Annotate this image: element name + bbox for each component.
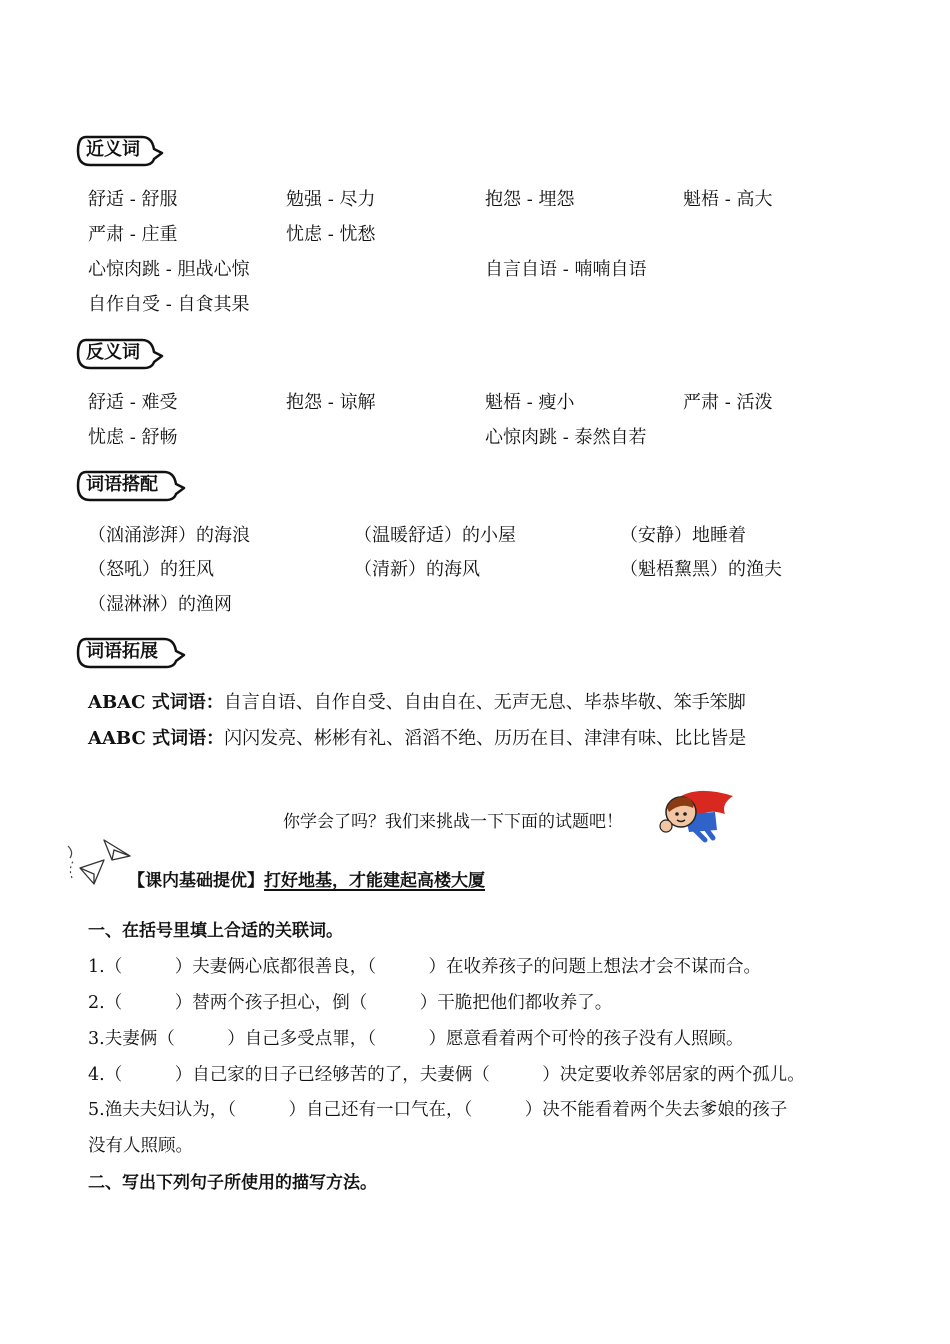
question-1-title: 一、在括号里填上合适的关联词。: [88, 921, 343, 941]
question-item: 1.（ ）夫妻俩心底都很善良，（ ）在收养孩子的问题上想法才会不谋而合。: [88, 957, 761, 977]
aabc-row: [88, 727, 746, 751]
question-item: 没有人照顾。: [88, 1136, 193, 1156]
section-badge-antonyms: [74, 334, 164, 374]
question-item: 5.渔夫夫妇认为，（ ）自己还有一口气在，（ ）决不能看着两个失去爹娘的孩子: [88, 1100, 788, 1120]
antonym-item: 魁梧 - 瘦小: [485, 392, 575, 413]
paper-plane-icon: [64, 838, 134, 894]
antonym-item: 抱怨 - 谅解: [286, 392, 376, 413]
synonym-item: 勉强 - 尽力: [286, 189, 376, 210]
synonym-item: 抱怨 - 埋怨: [485, 189, 575, 210]
superhero-icon: [655, 782, 735, 844]
section-badge-expansion: [74, 633, 186, 673]
section-title: 近义词: [86, 139, 140, 160]
question-2-title: 二、写出下列句子所使用的描写方法。: [88, 1173, 377, 1193]
abac-row: [88, 691, 746, 715]
synonym-item: 忧虑 - 忧愁: [286, 224, 376, 245]
section-title: 词语搭配: [86, 474, 158, 495]
antonym-item: 严肃 - 活泼: [683, 392, 773, 413]
section-title: 反义词: [86, 342, 140, 363]
collocation-item: （湿淋淋）的渔网: [88, 594, 232, 615]
collocation-item: （安静）地睡着: [620, 525, 746, 546]
challenge-line: 你学会了吗？我们来挑战一下下面的试题吧！: [283, 812, 623, 832]
synonym-item: 自作自受 - 自食其果: [88, 294, 250, 315]
question-item: 4.（ ）自己家的日子已经够苦的了，夫妻俩（ ）决定要收养邻居家的两个孤儿。: [88, 1065, 805, 1085]
synonym-item: 严肃 - 庄重: [88, 224, 178, 245]
synonym-item: 心惊肉跳 - 胆战心惊: [88, 259, 250, 280]
synonym-item: 魁梧 - 高大: [683, 189, 773, 210]
section-badge-synonyms: [74, 131, 164, 171]
practice-bracket-label: 【课内基础提优】: [128, 871, 264, 891]
antonym-item: 忧虑 - 舒畅: [88, 427, 178, 448]
section-title: 词语拓展: [86, 641, 158, 662]
collocation-item: （温暖舒适）的小屋: [354, 525, 516, 546]
collocation-item: （清新）的海风: [354, 559, 480, 580]
question-item: 3.夫妻俩（ ）自己多受点罪，（ ）愿意看着两个可怜的孩子没有人照顾。: [88, 1029, 744, 1049]
collocation-item: （魁梧黧黑）的渔夫: [620, 559, 782, 580]
collocation-item: （怒吼）的狂风: [88, 559, 214, 580]
aabc-words: 闪闪发亮、彬彬有礼、滔滔不绝、历历在目、津津有味、比比皆是: [224, 728, 747, 749]
synonym-item: 自言自语 - 喃喃自语: [485, 259, 647, 280]
aabc-label: AABC 式词语：: [88, 728, 225, 749]
synonym-item: 舒适 - 舒服: [88, 189, 178, 210]
question-item: 2.（ ）替两个孩子担心，倒（ ）干脆把他们都收养了。: [88, 993, 613, 1013]
section-badge-collocations: [74, 466, 186, 506]
antonym-item: 舒适 - 难受: [88, 392, 178, 413]
abac-words: 自言自语、自作自受、自由自在、无声无息、毕恭毕敬、笨手笨脚: [223, 692, 746, 713]
abac-label: ABAC 式词语：: [88, 692, 224, 713]
antonym-item: 心惊肉跳 - 泰然自若: [485, 427, 647, 448]
practice-header: [128, 869, 485, 893]
collocation-item: （汹涌澎湃）的海浪: [88, 525, 250, 546]
practice-heading: 打好地基，才能建起高楼大厦: [264, 871, 485, 891]
